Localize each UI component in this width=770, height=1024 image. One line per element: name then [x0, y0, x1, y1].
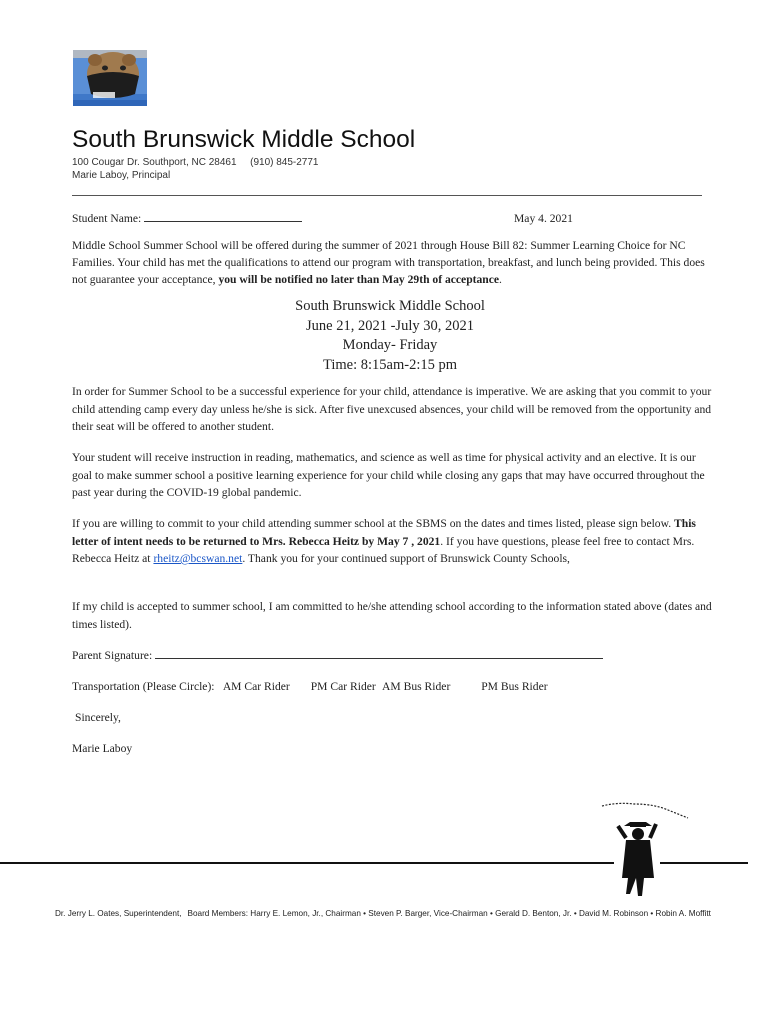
transportation-label: Transportation (Please Circle):: [72, 680, 215, 693]
school-title: South Brunswick Middle School: [72, 126, 416, 153]
program-details: [200, 297, 580, 375]
program-dates: June 21, 2021 -July 30, 2021: [306, 317, 474, 334]
commit-text-2: . If you have questions, please feel free to contact Mrs. Rebecca Heitz at: [72, 534, 695, 565]
student-name-blank: [144, 210, 302, 222]
school-address: 100 Cougar Dr. Southport, NC 28461: [72, 157, 237, 168]
intro-bold-text: you will be notified no later than May 29th of acceptance: [218, 273, 500, 286]
commit-paragraph: [72, 515, 712, 568]
footer-superintendent: Dr. Jerry L. Oates, Superintendent,: [55, 909, 182, 918]
graduate-emblem-icon: [598, 798, 694, 898]
signer-name: Marie Laboy: [72, 742, 133, 755]
transportation-row: [72, 678, 548, 695]
student-name-label: Student Name:: [72, 212, 142, 225]
parent-signature-blank: [155, 647, 603, 659]
parent-signature-row: [72, 647, 603, 664]
footer-divider-left: [0, 862, 614, 864]
closing: Sincerely,: [75, 711, 121, 724]
program-time: Time: 8:15am-2:15 pm: [323, 356, 457, 373]
transport-option-pm-bus[interactable]: PM Bus Rider: [481, 680, 548, 693]
parent-signature-label: Parent Signature:: [72, 649, 153, 662]
transport-option-am-bus[interactable]: AM Bus Rider: [382, 680, 451, 693]
return-deadline-text: This letter of intent needs to be returned to Mrs. Rebecca Heitz by May 7 , 2021: [72, 517, 696, 548]
school-address-line: [72, 157, 319, 168]
transport-option-pm-car[interactable]: PM Car Rider: [310, 680, 376, 693]
student-name-row: [72, 210, 302, 227]
intro-text: Middle School Summer School will be offered during the summer of 2021 through House Bill 82: Summer Learning Choice for NC Families. Your child has met the qualifications to attend our program with transportation, breakfast, and lunch being provided. This does not guarantee your acceptance,: [72, 239, 705, 286]
attendance-paragraph: In order for Summer School to be a successful experience for your child, attendance is imperative. We are asking that you commit to your child attending camp every day unless he/she is sick. After five unexcused absences, your child will be removed from the opportunity and their seat will be offered to another student.: [72, 385, 712, 433]
commit-text-3: . Thank you for your continued support of Brunswick County Schools,: [242, 552, 570, 565]
commit-text-1: If you are willing to commit to your child attending summer school at the SBMS on the dates and times listed, please sign below.: [72, 517, 675, 530]
intro-end: .: [499, 273, 502, 286]
school-phone: (910) 845-2771: [250, 157, 319, 168]
footer-divider-right: [660, 862, 748, 864]
footer-board-members: [55, 905, 735, 922]
principal-line: Marie Laboy, Principal: [72, 170, 171, 181]
transport-option-am-car[interactable]: AM Car Rider: [222, 680, 290, 693]
contact-email-link[interactable]: rheitz@bcswan.net: [153, 552, 243, 565]
intro-paragraph: [72, 237, 712, 288]
acceptance-paragraph: If my child is accepted to summer school, I am committed to he/she attending school according to the information stated above (dates and times listed).: [72, 600, 712, 631]
footer-board-list: Board Members: Harry E. Lemon, Jr., Chairman • Steven P. Barger, Vice-Chairman • Gerald D. Benton, Jr. • David M. Robinson • Robin A. Moffitt: [187, 909, 711, 918]
program-days: Monday- Friday: [342, 337, 438, 353]
letter-date: May 4. 2021: [514, 212, 573, 225]
school-mascot-logo: [73, 50, 147, 106]
header-divider: [72, 195, 702, 196]
program-name: South Brunswick Middle School: [295, 298, 485, 314]
instruction-paragraph: Your student will receive instruction in reading, mathematics, and science as well as time for physical activity and an elective. It is our goal to make summer school a positive learning experience for your child while closing any gaps that may have occurred throughout the past year during the COVID-19 global pandemic.: [72, 451, 705, 499]
